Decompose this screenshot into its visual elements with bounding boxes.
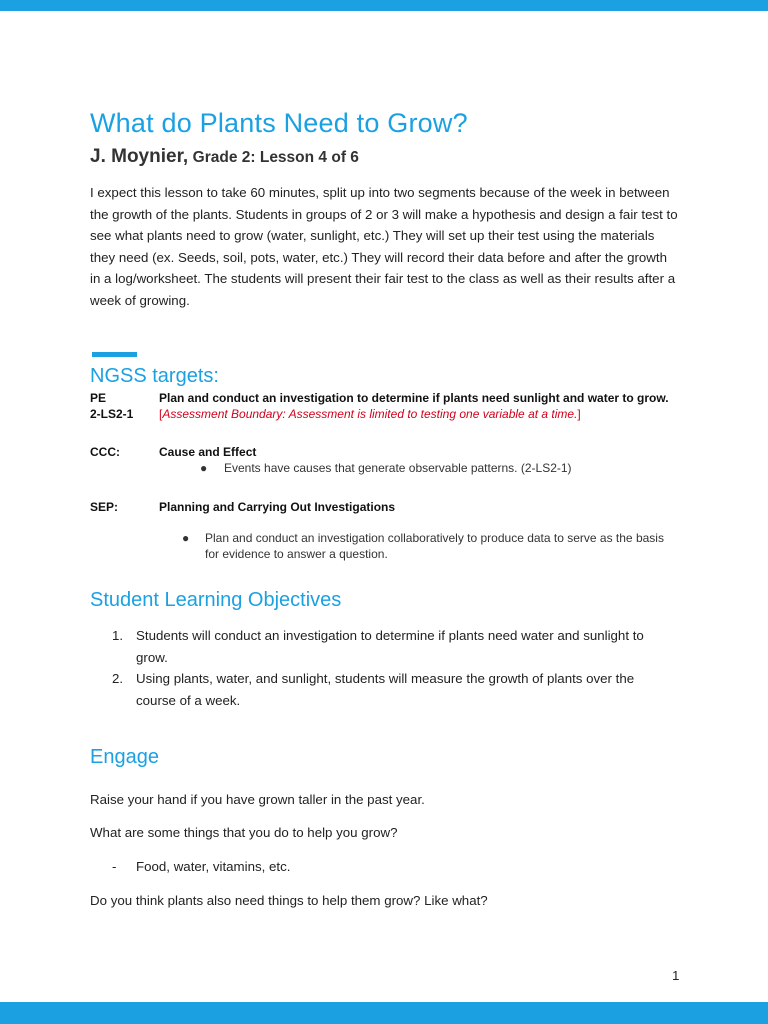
engage-question-1: Raise your hand if you have grown taller in the past year. [90,792,425,807]
bottom-accent-bar [0,1002,768,1024]
page-title: What do Plants Need to Grow? [90,108,468,138]
page-number: 1 [672,968,680,983]
ccc-label: CCC: [90,445,120,459]
pe-label: PE 2-LS2-1 [90,391,134,421]
top-accent-bar [0,0,768,11]
engage-heading: Engage [90,746,159,768]
lesson-subtitle [90,146,359,168]
sep-title: Planning and Carrying Out Investigations [159,500,396,514]
lesson-info: Grade 2: Lesson 4 of 6 [192,149,359,166]
engage-question-2: What are some things that you do to help you grow? [90,825,398,840]
engage-question-3: Do you think plants also need things to help them grow? Like what? [90,893,488,908]
section-accent-line [92,352,137,357]
ngss-heading: NGSS targets: [90,365,219,387]
author-name: J. Moynier, [90,146,189,167]
sep-label: SEP: [90,500,119,514]
assessment-boundary: Assessment Boundary: Assessment is limited to testing one variable at a time. [162,407,578,421]
ccc-title: Cause and Effect [159,445,257,459]
pe-text: Plan and conduct an investigation to determine if plants need sunlight and water to grow. [Assessment Boundary: Assessment is limited to testing one variable at a time.] [159,391,669,421]
objectives-heading: Student Learning Objectives [90,589,342,611]
intro-paragraph: I expect this lesson to take 60 minutes, split up into two segments because of the week in between the growth of the plants. Students in groups of 2 or 3 will make a hypothesis and design a fair test to see what plants need to grow (water, sunlight, etc.) They will set up their test using the materials they need (ex. Seeds, soil, pots, water, etc.) They will record their data before and after the growth in a log/worksheet. The students will present their fair test to the class as well as their results after a week of growing. [90,185,678,308]
